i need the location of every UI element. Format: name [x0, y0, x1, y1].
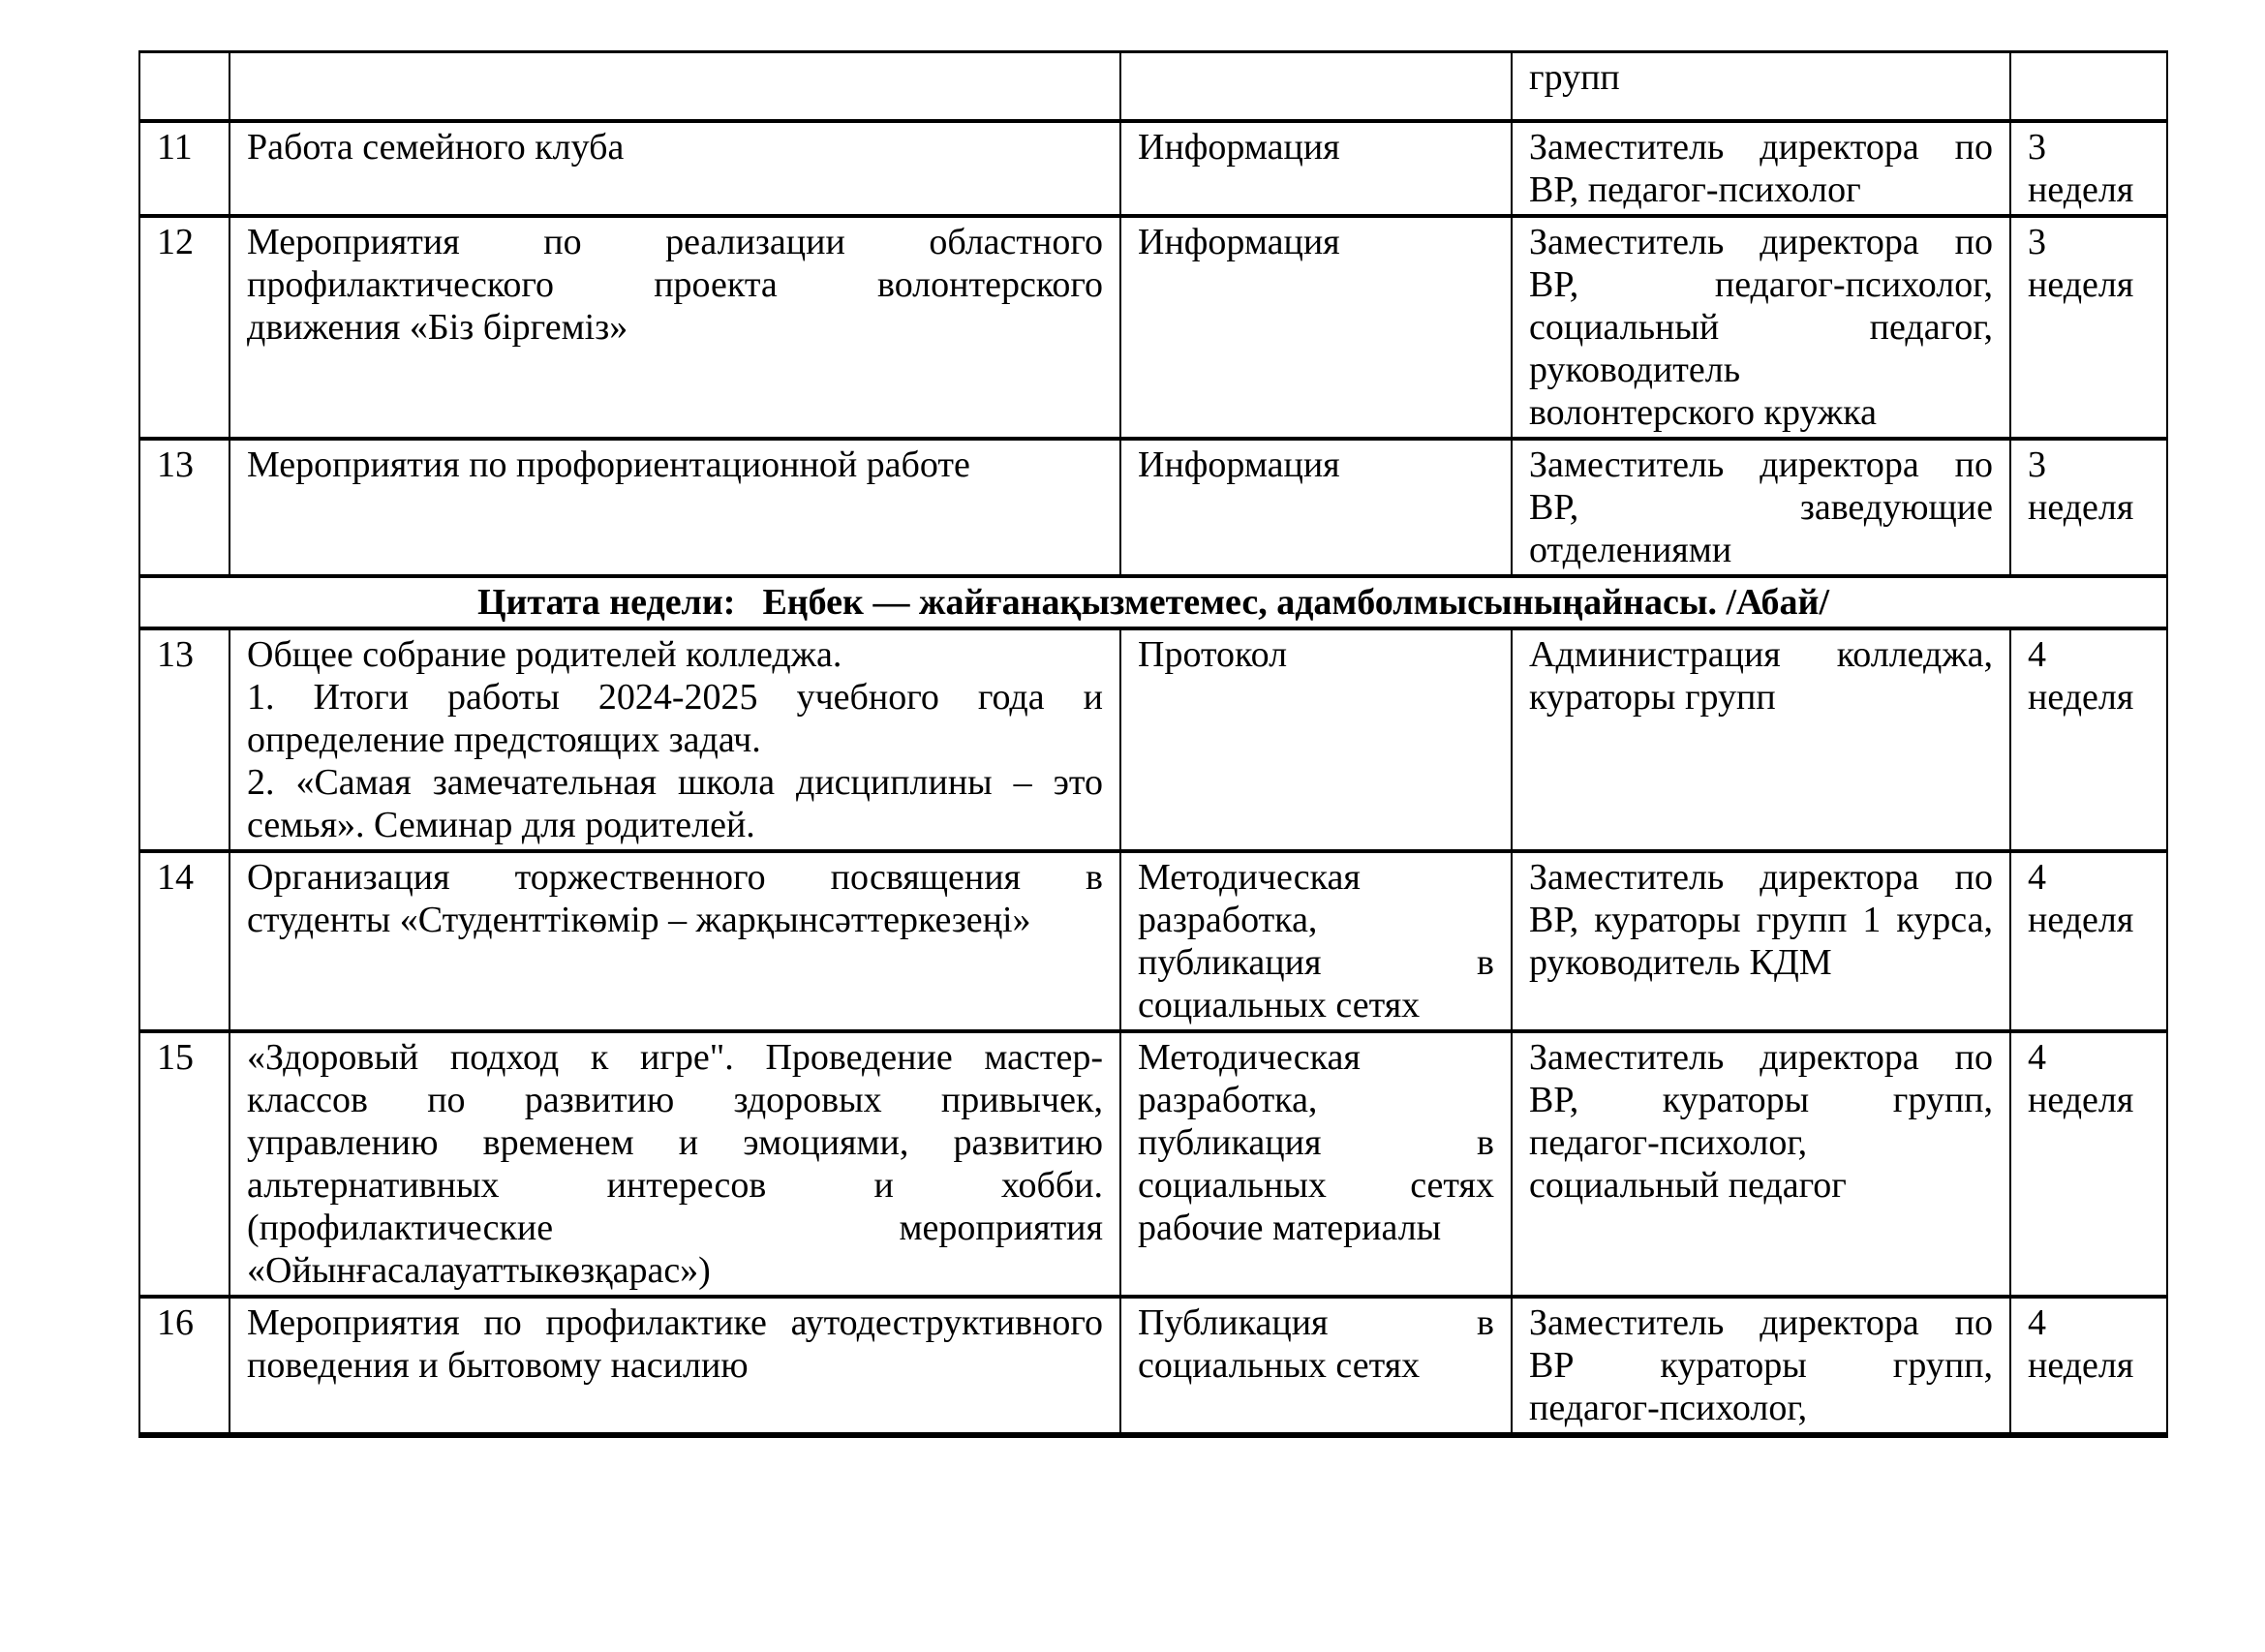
text-line: движения «Біз біргеміз» — [247, 307, 628, 348]
text-line: ВР, заведующие — [1529, 487, 1993, 528]
row-number-cell: 12 — [139, 216, 230, 439]
text-line: 1. Итоги работы 2024-2025 учебного года и — [247, 677, 1103, 718]
text-line: социальных сетях — [1138, 985, 1421, 1025]
responsible-cell — [1512, 851, 2010, 1031]
text-line: Мероприятия по профилактике аутодеструктивного — [247, 1302, 1103, 1343]
form-cell — [1120, 1031, 1512, 1297]
activity-cell — [230, 1297, 1120, 1435]
responsible-cell — [1512, 216, 2010, 439]
form-cell — [1120, 1297, 1512, 1435]
text-line: Мероприятия по профориентационной работе — [247, 444, 970, 485]
text-line: разработка, — [1138, 1080, 1318, 1120]
responsible-cell — [1512, 439, 2010, 576]
text-line: групп — [1529, 57, 1620, 98]
text-line: Заместитель директора по — [1529, 1302, 1993, 1343]
text-line: публикация в — [1138, 1122, 1494, 1163]
row-number-cell: 13 — [139, 439, 230, 576]
text-line: Мероприятия по реализации областного — [247, 222, 1103, 262]
text-line: социальный педагог, — [1529, 307, 1993, 348]
text-line: альтернативных интересов и хобби. — [247, 1165, 1103, 1206]
form-cell — [1120, 52, 1512, 122]
responsible-cell — [1512, 628, 2010, 851]
text-line: «Здоровый подход к игре". Проведение мастер- — [247, 1037, 1103, 1078]
text-line: ВР, педагог-психолог — [1529, 169, 1861, 210]
responsible-cell — [1512, 1031, 2010, 1297]
text-line: ВР кураторы групп, — [1529, 1345, 1993, 1386]
text-line: управлению временем и эмоциями, развитию — [247, 1122, 1103, 1163]
text-line: Информация — [1138, 127, 1340, 168]
table-row — [139, 1031, 2167, 1297]
table-row — [139, 439, 2167, 576]
activity-cell — [230, 216, 1120, 439]
responsible-cell — [1512, 121, 2010, 216]
activity-cell — [230, 439, 1120, 576]
table-row — [139, 628, 2167, 851]
row-number-cell: 16 — [139, 1297, 230, 1435]
week-cell: 3 неделя — [2010, 216, 2167, 439]
text-line: руководитель КДМ — [1529, 942, 1832, 983]
week-cell: 4 неделя — [2010, 1297, 2167, 1435]
form-cell — [1120, 628, 1512, 851]
text-line: Методическая — [1138, 1037, 1361, 1078]
activity-cell — [230, 1031, 1120, 1297]
text-line: отделениями — [1529, 530, 1732, 570]
text-line: кураторы групп — [1529, 677, 1776, 718]
text-line: разработка, — [1138, 900, 1318, 940]
text-line: Заместитель директора по — [1529, 222, 1993, 262]
text-line: социальных сетях — [1138, 1345, 1421, 1386]
table-row — [139, 121, 2167, 216]
week-cell: 4 неделя — [2010, 628, 2167, 851]
text-line: Методическая — [1138, 857, 1361, 898]
text-line: определение предстоящих задач. — [247, 719, 761, 760]
quote-text: Еңбек — жайғанақызметемес, адамболмысыныңайнасы. /Абай/ — [762, 582, 1830, 623]
text-line: социальный педагог — [1529, 1165, 1847, 1206]
text-line: поведения и бытовому насилию — [247, 1345, 749, 1386]
text-line: ВР, кураторы групп 1 курса, — [1529, 900, 1993, 940]
row-number-cell: 11 — [139, 121, 230, 216]
week-cell: 4 неделя — [2010, 1031, 2167, 1297]
table-row-continuation — [139, 52, 2167, 122]
text-line: социальных сетях — [1138, 1165, 1494, 1206]
responsible-cell — [1512, 1297, 2010, 1435]
week-cell: 3 неделя — [2010, 439, 2167, 576]
form-cell — [1120, 216, 1512, 439]
table-row — [139, 1297, 2167, 1435]
quote-of-the-week — [139, 576, 2167, 628]
text-line: Администрация колледжа, — [1529, 634, 1993, 675]
text-line: Заместитель директора по — [1529, 857, 1993, 898]
text-line: Заместитель директора по — [1529, 1037, 1993, 1078]
activity-cell — [230, 121, 1120, 216]
text-line: 2. «Самая замечательная школа дисциплины – это — [247, 762, 1103, 803]
quote-row — [139, 576, 2167, 628]
week-cell: 3 неделя — [2010, 121, 2167, 216]
table-row — [139, 216, 2167, 439]
week-cell: 4 неделя — [2010, 851, 2167, 1031]
text-line: Информация — [1138, 444, 1340, 485]
row-number-cell — [139, 52, 230, 122]
table-row — [139, 851, 2167, 1031]
activity-cell — [230, 628, 1120, 851]
text-line: Работа семейного клуба — [247, 127, 625, 168]
text-line: педагог-психолог, — [1529, 1122, 1808, 1163]
text-line: Организация торжественного посвящения в — [247, 857, 1103, 898]
text-line: ВР, кураторы групп, — [1529, 1080, 1993, 1120]
text-line: Протокол — [1138, 634, 1288, 675]
activity-cell — [230, 52, 1120, 122]
text-line: Информация — [1138, 222, 1340, 262]
text-line: педагог-психолог, — [1529, 1388, 1808, 1428]
text-line: публикация в — [1138, 942, 1494, 983]
text-line: руководитель — [1529, 350, 1741, 390]
form-cell — [1120, 121, 1512, 216]
text-line: «Ойынғасалауаттыкөзқарас») — [247, 1250, 711, 1291]
text-line: ВР, педагог-психолог, — [1529, 264, 1993, 305]
text-line: профилактического проекта волонтерского — [247, 264, 1103, 305]
form-cell — [1120, 851, 1512, 1031]
text-line: рабочие материалы — [1138, 1208, 1442, 1248]
weekly-plan-table — [138, 50, 2168, 1438]
text-line: Заместитель директора по — [1529, 444, 1993, 485]
row-number-cell: 13 — [139, 628, 230, 851]
row-number-cell: 15 — [139, 1031, 230, 1297]
text-line: классов по развитию здоровых привычек, — [247, 1080, 1103, 1120]
text-line: семья». Семинар для родителей. — [247, 805, 755, 845]
text-line: (профилактические мероприятия — [247, 1208, 1103, 1248]
text-line: Общее собрание родителей колледжа. — [247, 634, 842, 675]
text-line: Заместитель директора по — [1529, 127, 1993, 168]
text-line: Публикация в — [1138, 1302, 1494, 1343]
quote-label: Цитата недели: — [476, 582, 736, 623]
row-number-cell: 14 — [139, 851, 230, 1031]
week-cell — [2010, 52, 2167, 122]
activity-cell — [230, 851, 1120, 1031]
text-line: волонтерского кружка — [1529, 392, 1877, 433]
form-cell — [1120, 439, 1512, 576]
responsible-cell — [1512, 52, 2010, 122]
text-line: студенты «Студенттікөмір – жарқынсәттеркезеңі» — [247, 900, 1031, 940]
